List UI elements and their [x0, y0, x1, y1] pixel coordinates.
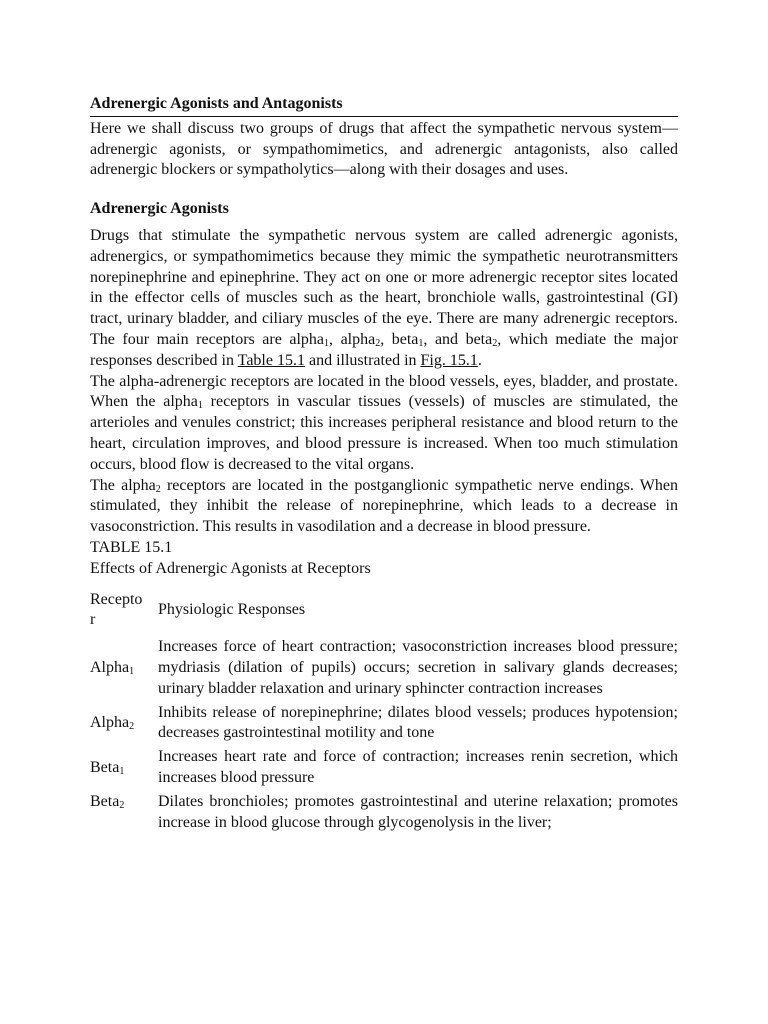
table-row — [90, 747, 678, 792]
table-header-row — [90, 590, 678, 638]
table-row — [90, 792, 678, 837]
table-label: TABLE 15.1 — [90, 538, 173, 556]
table-15-1-link[interactable]: Table 15.1 — [237, 351, 305, 369]
response-cell: Increases heart rate and force of contraction; increases renin secretion, which increases blood pressure — [158, 748, 678, 786]
agonists-paragraph: Drugs that stimulate the sympathetic nervous system are called adrenergic agonists, adrenergics, or sympathomimetics because they mimic the sympathetic neurotransmitters norepinephrine and epinephrine. They act on one or more adrenergic receptor sites located in the effector cells of muscles such as the heart, bronchiole walls, gastrointestinal (GI) tract, urinary bladder, and ciliary muscles of the eye. There are many adrenergic receptors. The four main receptors are alpha$_1$, alpha$_2$, beta$_1$, and beta$_2$, which mediate the major responses described in Table 15.1 and illustrated in Fig. 15.1. — [90, 226, 678, 369]
receptor-cell: Beta$_2$ — [90, 792, 125, 811]
receptor-cell: Alpha$_2$ — [90, 713, 135, 732]
alpha2-receptors-paragraph: The alpha$_2$ receptors are located in the postganglionic sympathetic nerve endings. When stimulated, they inhibit the release of norepinephrine, which leads to a decrease in vasoconstriction. This results in vasodilation and a decrease in blood pressure. — [90, 476, 679, 536]
table-caption: Effects of Adrenergic Agonists at Receptors — [90, 559, 371, 577]
table-row — [90, 703, 678, 748]
receptor-cell: Alpha$_1$ — [90, 658, 135, 677]
alpha-receptors-paragraph: The alpha-adrenergic receptors are located in the blood vessels, eyes, bladder, and prostate. When the alpha$_1$ receptors in vascular tissues (vessels) of muscles are stimulated, the arterioles and venules constrict; this increases peripheral resistance and blood return to the heart, circulation improves, and blood pressure is increased. When too much stimulation occurs, blood flow is decreased to the vital organs. — [90, 372, 678, 473]
document-page — [90, 94, 678, 836]
intro-paragraph: Here we shall discuss two groups of drugs that affect the sympathetic nervous system—adrenergic agonists, or sympathomimetics, and adrenergic antagonists, also called adrenergic blockers or sympatholytics—along with their dosages and uses. — [90, 119, 678, 179]
response-cell: Increases force of heart contraction; vasoconstriction increases blood pressure; mydriasis (dilation of pupils) occurs; secretion in salivary glands decreases; urinary bladder relaxation and urinary sphincter contraction increases — [158, 638, 678, 697]
response-cell: Inhibits release of norepinephrine; dilates blood vessels; produces hypotension; decreases gastrointestinal motility and tone — [158, 703, 678, 742]
section-heading: Adrenergic Agonists — [90, 200, 229, 218]
document-title: Adrenergic Agonists and Antagonists — [90, 94, 678, 117]
receptor-cell: Beta$_1$ — [90, 758, 125, 777]
receptor-effects-table — [90, 590, 678, 837]
fig-15-1-link[interactable]: Fig. 15.1 — [420, 351, 478, 369]
header-responses: Physiologic Responses — [158, 600, 306, 618]
header-receptor: Recepto r — [90, 590, 143, 629]
table-row — [90, 637, 678, 702]
response-cell: Dilates bronchioles; promotes gastrointestinal and uterine relaxation; promotes increase in blood glucose through glycogenolysis in the liver; — [158, 792, 678, 831]
